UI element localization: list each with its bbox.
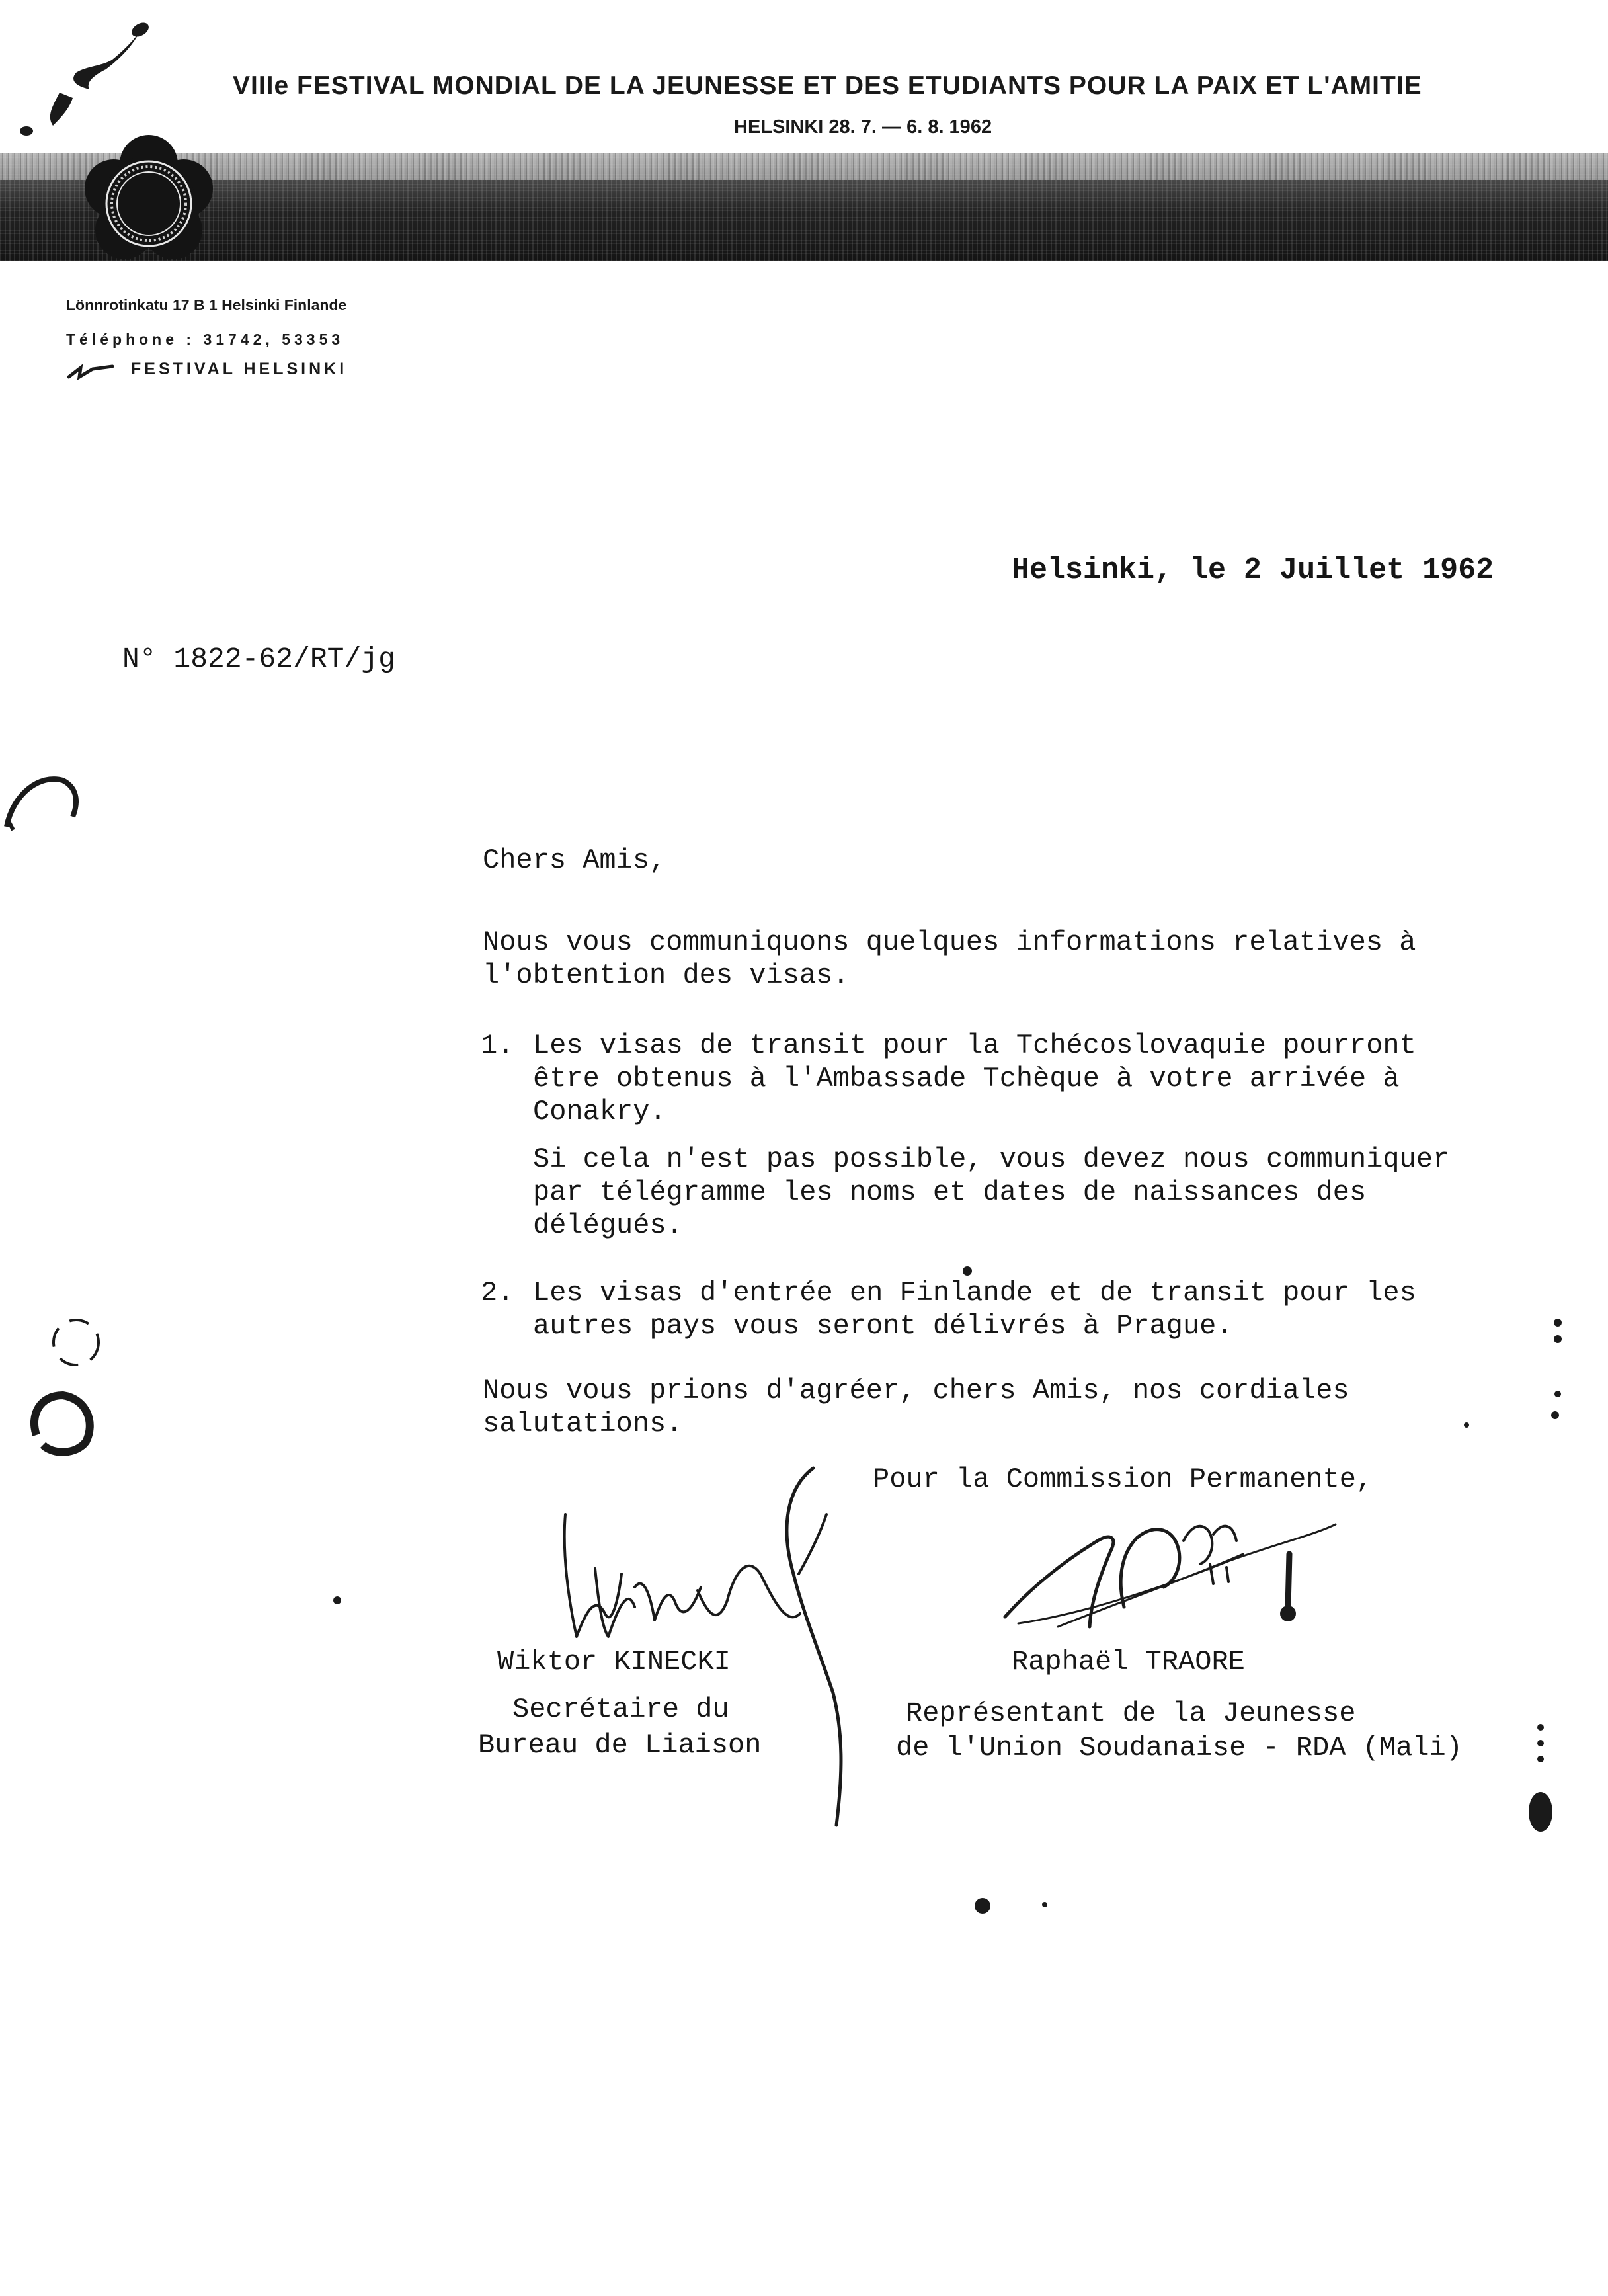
letterhead-telephone: Téléphone : 31742, 53353 [66, 331, 344, 348]
item-number: 1. [481, 1030, 514, 1061]
signatory-role: Secrétaire du [512, 1694, 729, 1725]
signatory-role: Représentant de la Jeunesse [906, 1698, 1356, 1729]
reference-number: N° 1822-62/RT/jg [122, 643, 395, 675]
salutation: Chers Amis, [483, 844, 666, 876]
letterhead-dates: HELSINKI 28. 7. — 6. 8. 1962 [734, 116, 992, 138]
letterhead-telegram: FESTIVAL HELSINKI [131, 360, 348, 378]
intro-paragraph: Nous vous communiquons quelques informations relatives à l'obtention des visas. [483, 926, 1416, 991]
signatory-name: Wiktor KINECKI [497, 1646, 731, 1678]
closing-paragraph: Nous vous prions d'agréer, chers Amis, nos cordiales salutations. [483, 1375, 1349, 1440]
letterhead-title: VIIIe FESTIVAL MONDIAL DE LA JEUNESSE ET DES ETUDIANTS POUR LA PAIX ET L'AMITIE [233, 71, 1422, 100]
telegram-mark-icon [66, 362, 119, 382]
dove-logo-icon [7, 20, 159, 145]
place-and-date: Helsinki, le 2 Juillet 1962 [1012, 554, 1494, 587]
item-number: 2. [481, 1277, 514, 1309]
signatory-role: Bureau de Liaison [478, 1729, 762, 1761]
item-note: Si cela n'est pas possible, vous devez nous communiquer par télégramme les noms et dates de naissances des délégués. [533, 1143, 1450, 1241]
signatory-role: de l'Union Soudanaise - RDA (Mali) [896, 1732, 1463, 1764]
signatory-name: Raphaël TRAORE [1012, 1646, 1245, 1678]
on-behalf-line: Pour la Commission Permanente, [873, 1463, 1373, 1495]
item-text: Les visas d'entrée en Finlande et de transit pour les autres pays vous seront délivrés à Prague. [533, 1277, 1416, 1342]
festival-emblem-icon [73, 126, 225, 278]
letterhead-address: Lönnrotinkatu 17 B 1 Helsinki Finlande [66, 296, 347, 313]
letterhead-band-texture [0, 153, 1608, 180]
item-text: Les visas de transit pour la Tchécoslovaquie pourront être obtenus à l'Ambassade Tchèque à votre arrivée à Conakry. [533, 1030, 1416, 1128]
